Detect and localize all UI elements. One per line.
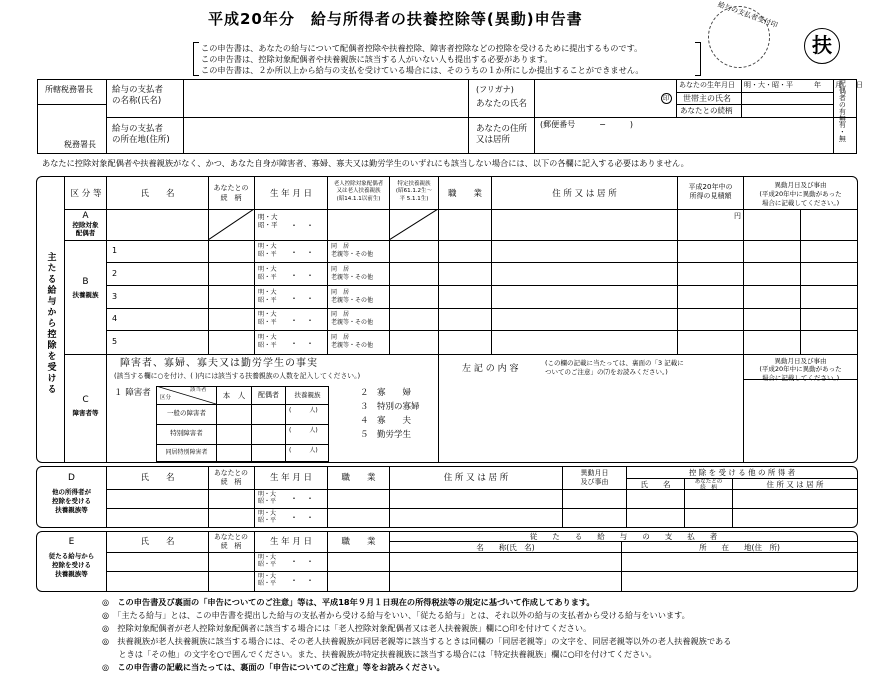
row-b-num-3: 3: [112, 292, 118, 301]
your-address-label: あなたの住所 又は居所: [476, 124, 528, 146]
disability-corner-top: 該当者: [190, 387, 207, 393]
row-e-label: E: [68, 537, 75, 547]
disability-corner-bottom: 区分: [160, 395, 172, 401]
your-address-input[interactable]: [535, 132, 832, 153]
row-c-heading: 障害者、寡婦、寡夫又は勤労学生の事実: [120, 358, 318, 369]
row-d-other-relation: あなたとの 続 柄: [694, 479, 723, 492]
row-d-sub: 他の所得者が 控除を受ける 扶養親族等: [52, 488, 91, 514]
payer-address-input[interactable]: [184, 118, 467, 153]
householder-label: 世帯主の氏名: [683, 94, 731, 103]
col-change: 異動月日及び事由 (平成20年中に異動があった 場合に記載してください。): [759, 181, 842, 207]
row-e-sub: 従たる給与から 控除を受ける 扶養親族等: [48, 552, 95, 578]
note-2: ◎ 「主たる給与」とは、この申告書を提出した給与の支払者から受ける給与をいい、「従たる給与」とは、それ以外の給与の支払者から受ける給与をいいます。: [102, 610, 690, 620]
row-d-other-head: 控 除 を 受 け る 他 の 所 得 者: [688, 468, 796, 477]
row-c-sub: 障害者等: [72, 409, 99, 417]
row-d-col-job: 職 業: [341, 473, 376, 483]
tax-office-input[interactable]: [38, 105, 105, 133]
disability-row-general: 一般の障害者: [167, 409, 206, 417]
householder-input[interactable]: [742, 93, 832, 104]
row-c-subheading: (該当する欄に○を付け、( )内には該当する扶養親族の人数を記入してください。): [114, 372, 361, 380]
row-b-elder-5[interactable]: 同 居 老親等・その他: [331, 334, 374, 349]
row-d-other-address: 住 所 又 は 居 所: [766, 480, 824, 489]
your-birthdate-label: あなたの生年月日: [679, 81, 735, 89]
col-specific: 特定扶養親族 (昭61.1.2生〜 平 5.1.1生): [395, 181, 433, 202]
col-job: 職 業: [447, 189, 482, 199]
row-b-num-4: 4: [112, 314, 118, 323]
row-e-col-birth: 生 年 月 日: [269, 537, 313, 547]
memo-heading: 左 記 の 内 容: [462, 364, 519, 374]
row-e-col-job: 職 業: [341, 537, 376, 547]
row-a-specific-strike: [389, 209, 438, 240]
row-a-relation-strike: [208, 209, 254, 240]
disability-col-dependents: 扶養親族: [294, 391, 321, 399]
relation-label: あなたとの続柄: [680, 106, 733, 115]
tax-office-suffix: 税務署長: [64, 140, 96, 149]
note-1: ◎ この申告書及び裏面の「申告についてのご注意」等は、平成18年９月１日現在の所得税法等の規定に基づいて作成してあります。: [102, 597, 595, 607]
row-d-era-2[interactable]: 明・大 昭・平: [258, 510, 277, 525]
row-b-elder-2[interactable]: 同 居 老親等・その他: [331, 266, 374, 281]
row-a-yen: 円: [734, 212, 741, 220]
row-b-num-1: 1: [112, 246, 118, 255]
payer-name-input[interactable]: [184, 80, 467, 116]
row-a-name-input[interactable]: [107, 210, 208, 240]
payer-name-label: 給与の支払者 の名称(氏名): [112, 85, 164, 107]
row-c-item-3[interactable]: ３ 特別の寡婦: [360, 402, 420, 412]
fu-badge: 扶: [812, 33, 832, 57]
disability-row-cohabit: 同居特別障害者: [165, 449, 208, 456]
postal-code-label: (郵便番号 − ): [540, 120, 633, 129]
row-d-label: D: [68, 473, 75, 483]
tax-office-chief-label: 所轄税務署長: [45, 85, 93, 94]
col-income: 平成20年中の 所得の見積額: [688, 183, 733, 201]
row-d-col-change: 異動月日 及び事由: [580, 469, 609, 487]
row-e-era-1[interactable]: 明・大 昭・平: [258, 554, 277, 569]
row-e-col-name: 氏 名: [140, 537, 175, 547]
col-relation: あなたとの 続 柄: [213, 184, 249, 202]
row-d-col-name: 氏 名: [140, 473, 175, 483]
your-name-label: あなたの氏名: [476, 99, 528, 109]
row-e-payer-address: 所 在 地(住 所): [699, 543, 780, 552]
disability-col-spouse: 配偶者: [258, 391, 279, 399]
row-b-elder-3[interactable]: 同 居 老親等・その他: [331, 289, 374, 304]
row-b-elder-4[interactable]: 同 居 老親等・その他: [331, 311, 374, 326]
receipt-stamp-label: 給与の支払者受付印: [716, 0, 779, 30]
seal-label: 印: [663, 94, 670, 102]
row-b-label: B: [82, 277, 89, 287]
row-c-item-1[interactable]: １ 障害者: [114, 388, 151, 398]
row-c-label: C: [82, 395, 89, 405]
row-e-payer-head: 従 た る 給 与 の 支 払 者: [529, 532, 718, 541]
row-b-num-2: 2: [112, 269, 118, 278]
relation-input[interactable]: [742, 105, 832, 116]
furigana-label: (フリガナ): [476, 85, 514, 94]
form-title: 平成20年分 給与所得者の扶養控除等(異動)申告書: [208, 10, 583, 28]
intro-line-3: この申告書は、２か所以上から給与の支払を受けている場合には、そのうちの１か所にしか提出することができません。: [201, 65, 644, 75]
row-b-num-5: 5: [112, 337, 118, 346]
row-b-sub: 扶養親族: [72, 291, 99, 299]
col-name: 氏 名: [140, 189, 175, 199]
disability-count-3[interactable]: ( 人): [289, 447, 318, 454]
col-birthdate: 生 年 月 日: [269, 189, 313, 199]
note-4: ◎ 扶養親族が老人扶養親族に該当する場合には、その老人扶養親族が同居老親等に該当するときは同欄の「同居老親等」の文字を、同居老親等以外の老人扶養親族である: [102, 636, 732, 646]
spouse-exists-label: 配偶者の有無: [838, 80, 847, 122]
your-name-input[interactable]: [535, 80, 661, 116]
disability-count-1[interactable]: ( 人): [289, 407, 318, 414]
note-6: ◎ この申告書の記載に当たっては、裏面の「申告についてのご注意」等をお読みください。: [102, 662, 445, 672]
intro-line-1: この申告書は、あなたの給与について配偶者控除や扶養控除、障害者控除などの控除を受けるために提出するものです。: [201, 43, 643, 53]
row-d-col-birth: 生 年 月 日: [269, 473, 313, 483]
row-e-era-2[interactable]: 明・大 昭・平: [258, 573, 277, 588]
row-d-col-address: 住 所 又 は 居 所: [443, 473, 509, 483]
col-category: 区 分 等: [70, 189, 102, 199]
spouse-exists-value[interactable]: 有・無: [838, 121, 847, 142]
row-a-sub: 控除対象 配偶者: [72, 221, 99, 237]
memo-input[interactable]: [440, 380, 742, 461]
row-c-change: 異動月日及び事由 (平成20年中に異動があった 場合に記載してください。): [759, 357, 842, 382]
row-c-item-5[interactable]: ５ 勤労学生: [360, 430, 412, 440]
row-e-col-relation: あなたとの 続 柄: [214, 533, 248, 550]
row-b-era-1[interactable]: 明・大 昭・平: [258, 243, 277, 258]
note-5: ときは「その他」の文字を○で囲んでください。また、扶養親族が特定扶養親族に該当する場合には「特定扶養親族」欄に○印を付けてください。: [102, 649, 657, 659]
row-b-era-4[interactable]: 明・大 昭・平: [258, 311, 277, 326]
row-b-era-2[interactable]: 明・大 昭・平: [258, 266, 277, 281]
row-b-elder-1[interactable]: 同 居 老親等・その他: [331, 243, 374, 258]
your-birthdate-value[interactable]: 明・大・昭・平 年 月 日: [744, 81, 863, 89]
disability-row-special: 特別障害者: [170, 429, 203, 437]
col-elder: 老人控除対象配偶者 又は老人扶養親族 (昭14.1.1以前生): [333, 181, 384, 202]
col-address: 住 所 又 は 居 所: [552, 189, 617, 199]
row-c-item-4[interactable]: ４ 寡 夫: [360, 416, 412, 426]
row-c-item-2[interactable]: ２ 寡 婦: [360, 388, 412, 398]
payer-address-label: 給与の支払者 の所在地(住所): [112, 124, 170, 146]
row-b-era-3[interactable]: 明・大 昭・平: [258, 289, 277, 304]
disability-count-2[interactable]: ( 人): [289, 427, 318, 434]
row-d-other-name: 氏 名: [640, 480, 671, 489]
row-d-col-relation: あなたとの 続 柄: [214, 469, 248, 486]
notice-text: あなたに控除対象配偶者や扶養親族がなく、かつ、あなた自身が障害者、寡婦、寡夫又は勤労学生のいずれにも該当しない場合には、以下の各欄に記入する必要はありません。: [42, 158, 689, 168]
row-a-era[interactable]: 明・大 昭・平: [258, 213, 278, 230]
row-e-payer-name: 名 称(氏 名): [476, 543, 535, 552]
memo-note: (この欄の記載に当たっては、裏面の「3 記載に ついてのご注意」の⑺をお読みください。): [545, 359, 684, 377]
disability-col-self: 本 人: [222, 391, 246, 400]
intro-line-2: この申告書は、控除対象配偶者や扶養親族に該当する人がいない人も提出する必要があります。: [201, 54, 553, 64]
main-side-label: 主たる給与から控除を受ける: [45, 252, 56, 395]
row-a-label: A: [82, 211, 89, 221]
note-3: ◎ 控除対象配偶者が老人控除対象配偶者に該当する場合には「老人控除対象配偶者又は老人扶養親族」欄に○印を付けてください。: [102, 623, 592, 633]
row-d-era-1[interactable]: 明・大 昭・平: [258, 491, 277, 506]
row-b-era-5[interactable]: 明・大 昭・平: [258, 334, 277, 349]
